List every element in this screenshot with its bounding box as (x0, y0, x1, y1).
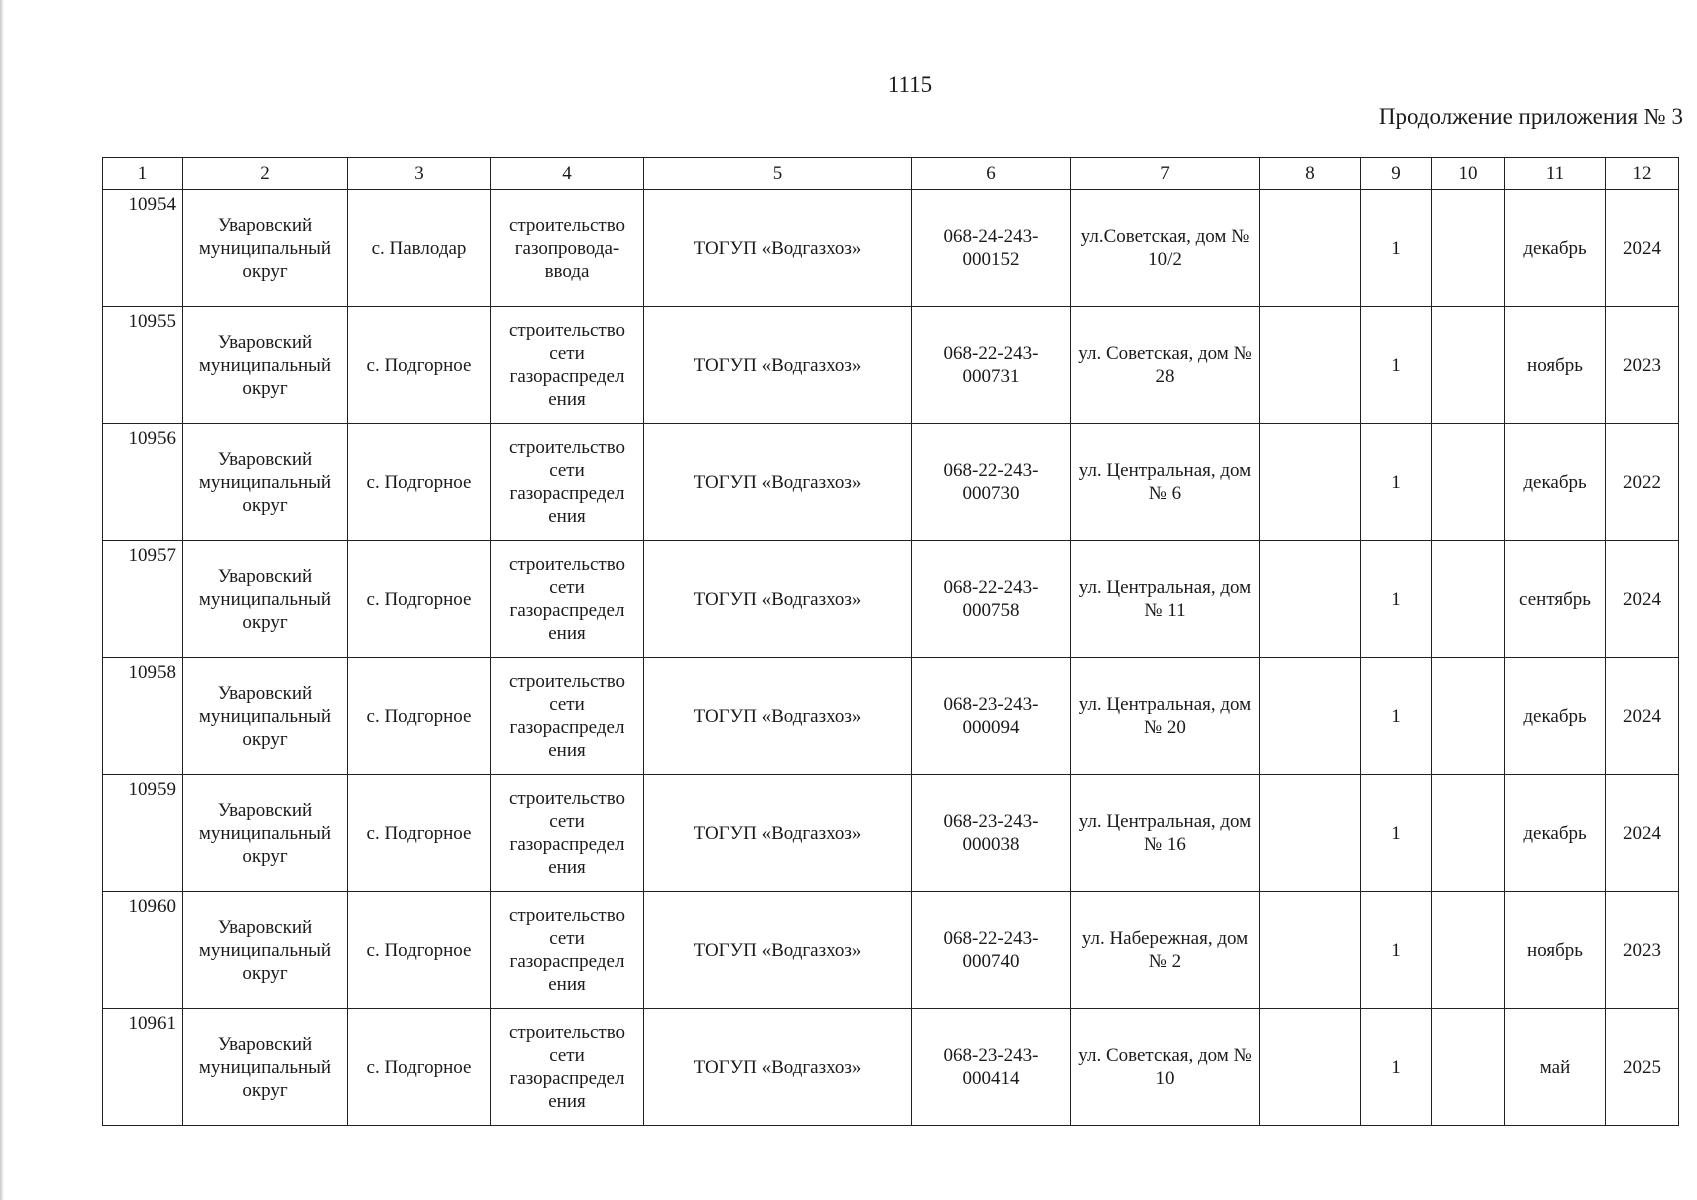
address-cell: ул. Набережная, дом № 2 (1071, 892, 1260, 1009)
month-cell: декабрь (1505, 775, 1606, 892)
address-cell: ул. Центральная, дом № 20 (1071, 658, 1260, 775)
locality-cell: с. Подгорное (348, 1009, 491, 1126)
year-cell: 2022 (1606, 424, 1679, 541)
work-type-cell: строительство сети газораспредел ения (491, 892, 644, 1009)
address-cell: ул.Советская, дом № 10/2 (1071, 190, 1260, 307)
col10-cell (1432, 424, 1505, 541)
work-type-cell: строительство сети газораспредел ения (491, 775, 644, 892)
col8-cell (1260, 1009, 1361, 1126)
district-cell: Уваровский муниципальный округ (183, 1009, 348, 1126)
table-row (103, 775, 1679, 892)
quantity-cell: 1 (1361, 1009, 1432, 1126)
organization-cell: ТОГУП «Водгазхоз» (644, 1009, 912, 1126)
district-cell: Уваровский муниципальный округ (183, 892, 348, 1009)
organization-cell: ТОГУП «Водгазхоз» (644, 775, 912, 892)
quantity-cell: 1 (1361, 892, 1432, 1009)
organization-cell: ТОГУП «Водгазхоз» (644, 307, 912, 424)
col8-cell (1260, 307, 1361, 424)
organization-cell: ТОГУП «Водгазхоз» (644, 190, 912, 307)
year-cell: 2024 (1606, 658, 1679, 775)
column-header: 3 (348, 158, 491, 190)
row-number-cell: 10960 (103, 892, 183, 1009)
work-type-cell: строительство сети газораспредел ения (491, 1009, 644, 1126)
object-code-cell: 068-22-243-000730 (912, 424, 1071, 541)
row-number-cell: 10957 (103, 541, 183, 658)
month-cell: май (1505, 1009, 1606, 1126)
col8-cell (1260, 658, 1361, 775)
address-cell: ул. Центральная, дом № 6 (1071, 424, 1260, 541)
column-header: 1 (103, 158, 183, 190)
address-cell: ул. Советская, дом № 28 (1071, 307, 1260, 424)
month-cell: ноябрь (1505, 892, 1606, 1009)
quantity-cell: 1 (1361, 190, 1432, 307)
year-cell: 2023 (1606, 307, 1679, 424)
work-type-cell: строительство сети газораспредел ения (491, 307, 644, 424)
col8-cell (1260, 775, 1361, 892)
district-cell: Уваровский муниципальный округ (183, 190, 348, 307)
scan-edge (0, 0, 4, 1200)
month-cell: ноябрь (1505, 307, 1606, 424)
year-cell: 2024 (1606, 775, 1679, 892)
organization-cell: ТОГУП «Водгазхоз» (644, 424, 912, 541)
row-number-cell: 10959 (103, 775, 183, 892)
data-table (102, 157, 1679, 1126)
district-cell: Уваровский муниципальный округ (183, 658, 348, 775)
address-cell: ул. Центральная, дом № 11 (1071, 541, 1260, 658)
col10-cell (1432, 1009, 1505, 1126)
object-code-cell: 068-22-243-000758 (912, 541, 1071, 658)
row-number-cell: 10954 (103, 190, 183, 307)
quantity-cell: 1 (1361, 424, 1432, 541)
col10-cell (1432, 775, 1505, 892)
column-header: 12 (1606, 158, 1679, 190)
row-number-cell: 10955 (103, 307, 183, 424)
page-number: 1115 (887, 72, 933, 97)
col8-cell (1260, 190, 1361, 307)
table-body (103, 190, 1679, 1126)
table-row (103, 658, 1679, 775)
work-type-cell: строительство сети газораспредел ения (491, 424, 644, 541)
table-row (103, 424, 1679, 541)
locality-cell: с. Подгорное (348, 541, 491, 658)
column-header: 5 (644, 158, 912, 190)
col10-cell (1432, 541, 1505, 658)
quantity-cell: 1 (1361, 775, 1432, 892)
object-code-cell: 068-23-243-000094 (912, 658, 1071, 775)
organization-cell: ТОГУП «Водгазхоз» (644, 892, 912, 1009)
month-cell: декабрь (1505, 658, 1606, 775)
locality-cell: с. Подгорное (348, 424, 491, 541)
column-header: 7 (1071, 158, 1260, 190)
year-cell: 2025 (1606, 1009, 1679, 1126)
work-type-cell: строительство сети газораспредел ения (491, 541, 644, 658)
row-number-cell: 10958 (103, 658, 183, 775)
col10-cell (1432, 307, 1505, 424)
col10-cell (1432, 658, 1505, 775)
table-row (103, 541, 1679, 658)
address-cell: ул. Центральная, дом № 16 (1071, 775, 1260, 892)
row-number-cell: 10961 (103, 1009, 183, 1126)
column-number-row (103, 158, 1679, 190)
row-number-cell: 10956 (103, 424, 183, 541)
column-header: 11 (1505, 158, 1606, 190)
address-cell: ул. Советская, дом № 10 (1071, 1009, 1260, 1126)
month-cell: декабрь (1505, 190, 1606, 307)
col10-cell (1432, 190, 1505, 307)
column-header: 8 (1260, 158, 1361, 190)
object-code-cell: 068-22-243-000731 (912, 307, 1071, 424)
locality-cell: с. Подгорное (348, 892, 491, 1009)
table-row (103, 1009, 1679, 1126)
locality-cell: с. Павлодар (348, 190, 491, 307)
column-header: 4 (491, 158, 644, 190)
object-code-cell: 068-23-243-000414 (912, 1009, 1071, 1126)
organization-cell: ТОГУП «Водгазхоз» (644, 658, 912, 775)
district-cell: Уваровский муниципальный округ (183, 541, 348, 658)
month-cell: сентябрь (1505, 541, 1606, 658)
month-cell: декабрь (1505, 424, 1606, 541)
district-cell: Уваровский муниципальный округ (183, 775, 348, 892)
locality-cell: с. Подгорное (348, 775, 491, 892)
organization-cell: ТОГУП «Водгазхоз» (644, 541, 912, 658)
district-cell: Уваровский муниципальный округ (183, 307, 348, 424)
column-header: 2 (183, 158, 348, 190)
table-row (103, 892, 1679, 1009)
col10-cell (1432, 892, 1505, 1009)
col8-cell (1260, 541, 1361, 658)
year-cell: 2023 (1606, 892, 1679, 1009)
column-header: 9 (1361, 158, 1432, 190)
district-cell: Уваровский муниципальный округ (183, 424, 348, 541)
work-type-cell: строительство газопровода-ввода (491, 190, 644, 307)
quantity-cell: 1 (1361, 541, 1432, 658)
locality-cell: с. Подгорное (348, 307, 491, 424)
table-row (103, 307, 1679, 424)
column-header: 6 (912, 158, 1071, 190)
column-header: 10 (1432, 158, 1505, 190)
locality-cell: с. Подгорное (348, 658, 491, 775)
col8-cell (1260, 892, 1361, 1009)
object-code-cell: 068-23-243-000038 (912, 775, 1071, 892)
year-cell: 2024 (1606, 541, 1679, 658)
object-code-cell: 068-22-243-000740 (912, 892, 1071, 1009)
quantity-cell: 1 (1361, 307, 1432, 424)
year-cell: 2024 (1606, 190, 1679, 307)
col8-cell (1260, 424, 1361, 541)
appendix-caption: Продолжение приложения № 3 (1378, 104, 1683, 129)
quantity-cell: 1 (1361, 658, 1432, 775)
table-row (103, 190, 1679, 307)
work-type-cell: строительство сети газораспредел ения (491, 658, 644, 775)
object-code-cell: 068-24-243-000152 (912, 190, 1071, 307)
